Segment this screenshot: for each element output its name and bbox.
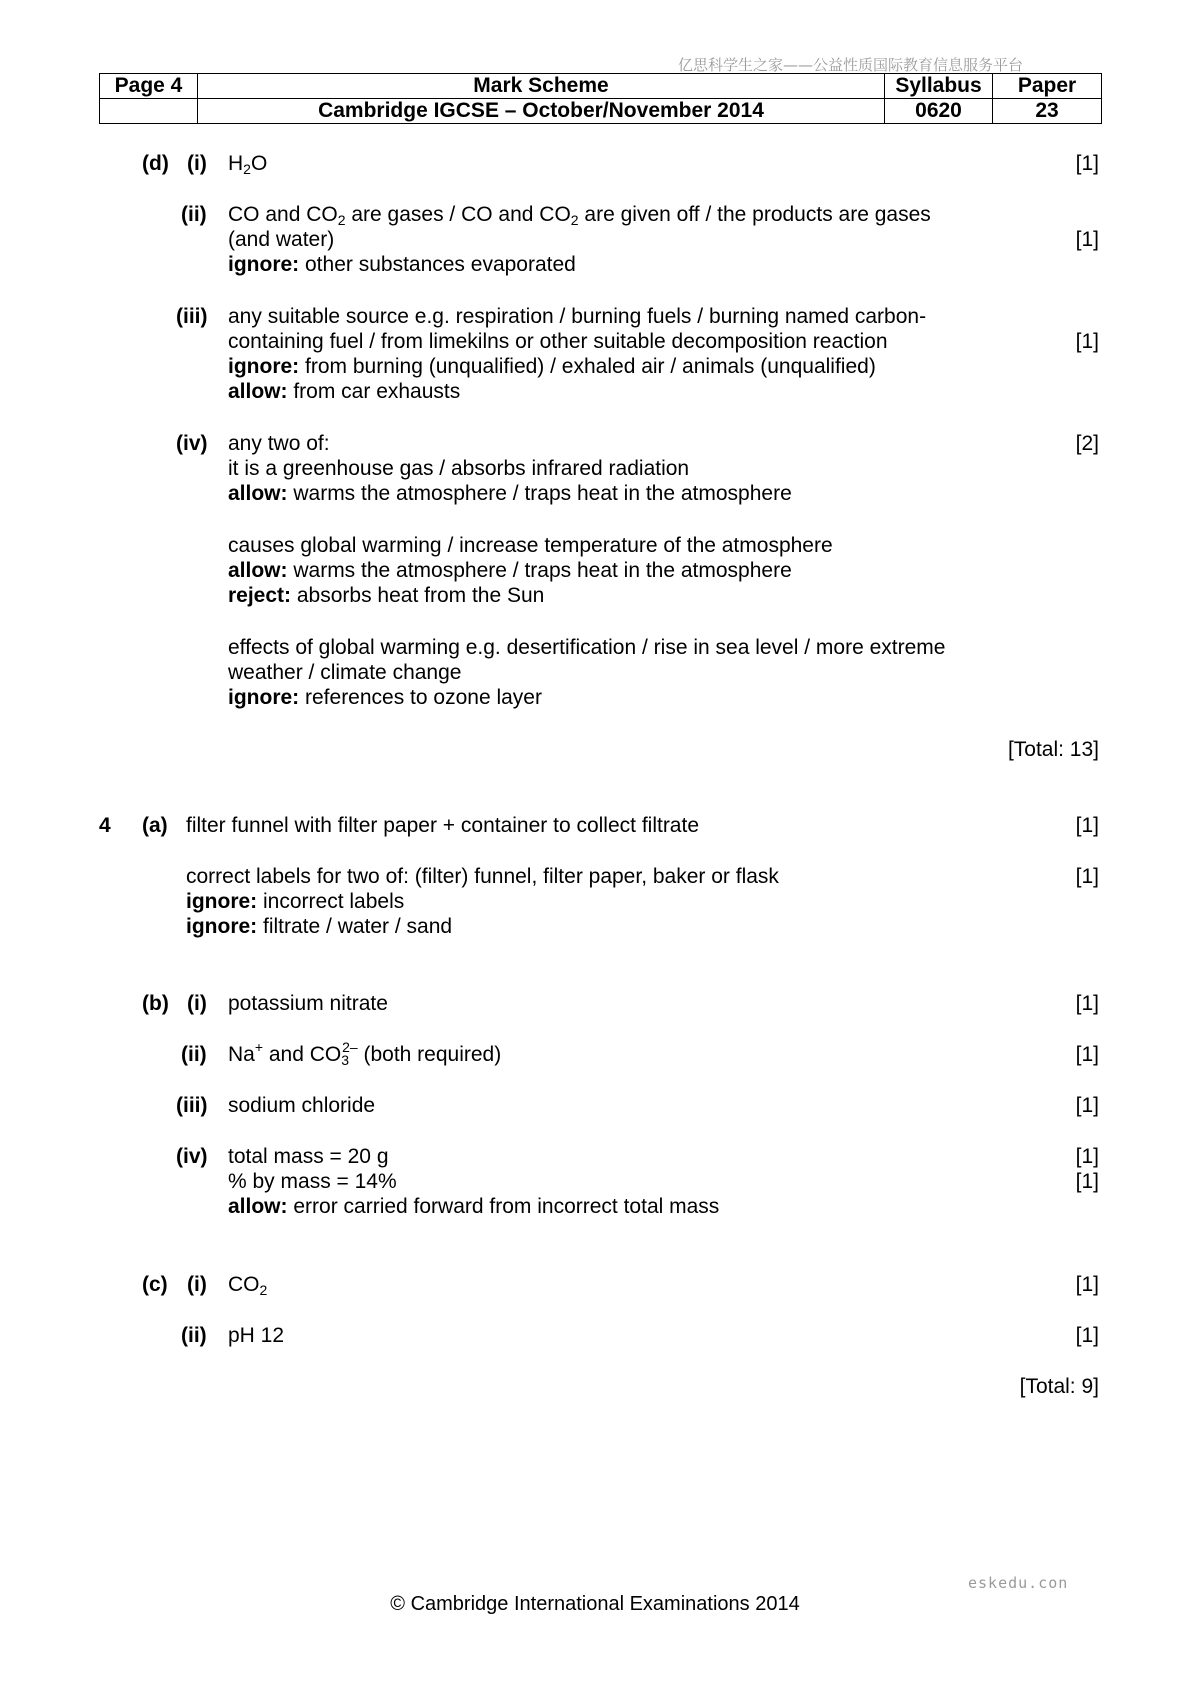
- mark: [1]: [1075, 1273, 1099, 1296]
- watermark-bottom: eskedu.con: [968, 1574, 1069, 1592]
- answer-text: any suitable source e.g. respiration / burning fuels / burning named carbon-: [228, 305, 927, 328]
- answer-text: potassium nitrate: [228, 992, 388, 1015]
- subpart-label: (iv): [176, 1145, 208, 1168]
- mark: [1]: [1075, 1043, 1099, 1066]
- answer-text: weather / climate change: [228, 661, 462, 684]
- watermark-top: 亿思科学生之家——公益性质国际教育信息服务平台: [678, 56, 1024, 74]
- page-number: Page 4: [100, 74, 198, 99]
- guidance-note: allow: from car exhausts: [228, 380, 461, 403]
- document-title: Mark Scheme: [198, 74, 885, 99]
- syllabus-value: 0620: [885, 99, 993, 124]
- subpart-label: (iii): [176, 1094, 208, 1117]
- answer-text: $CO_2$: [228, 1273, 268, 1298]
- part-label-c: (c): [142, 1273, 168, 1296]
- part-label-a: (a): [142, 814, 168, 837]
- guidance-note: ignore: other substances evaporated: [228, 253, 576, 276]
- question-total: [Total: 13]: [1007, 738, 1099, 761]
- answer-text: $H_2O$: [228, 152, 268, 177]
- mark: [2]: [1075, 432, 1099, 455]
- guidance-note: ignore: incorrect labels: [186, 890, 405, 913]
- answer-text: Na+ and $CO_3^{2-}$ (both required): [228, 1039, 502, 1068]
- answer-text: CO and $CO_2$ are gases / CO and $CO_2$ are given off / the products are gases: [228, 203, 931, 228]
- mark: [1]: [1075, 1145, 1099, 1168]
- mark: [1]: [1075, 865, 1099, 888]
- guidance-note: allow: warms the atmosphere / traps heat in the atmosphere: [228, 482, 792, 505]
- answer-text: any two of:: [228, 432, 330, 455]
- header-empty-cell: [100, 99, 198, 124]
- question-number: 4: [99, 814, 111, 837]
- mark: [1]: [1075, 1324, 1099, 1347]
- subpart-label: (ii): [181, 1324, 207, 1347]
- subpart-label: (iii): [176, 305, 208, 328]
- answer-text: it is a greenhouse gas / absorbs infrared radiation: [228, 457, 690, 480]
- guidance-note: allow: warms the atmosphere / traps heat in the atmosphere: [228, 559, 792, 582]
- answer-text: correct labels for two of: (filter) funnel, filter paper, baker or flask: [186, 865, 779, 888]
- part-label-d: (d): [142, 152, 169, 175]
- part-label-b: (b): [142, 992, 169, 1015]
- subpart-label: (i): [187, 1273, 207, 1296]
- guidance-note: ignore: filtrate / water / sand: [186, 915, 453, 938]
- mark: [1]: [1075, 814, 1099, 837]
- paper-value: 23: [993, 99, 1102, 124]
- copyright-footer: © Cambridge International Examinations 2014: [390, 1593, 800, 1615]
- mark: [1]: [1075, 992, 1099, 1015]
- subpart-label: (iv): [176, 432, 208, 455]
- subpart-label: (i): [187, 152, 207, 175]
- answer-text: pH 12: [228, 1324, 285, 1347]
- mark: [1]: [1075, 228, 1099, 251]
- answer-text: containing fuel / from limekilns or other suitable decomposition reaction: [228, 330, 888, 353]
- subpart-label: (ii): [181, 1043, 207, 1066]
- subpart-label: (i): [187, 992, 207, 1015]
- mark: [1]: [1075, 1094, 1099, 1117]
- subpart-label: (ii): [181, 203, 207, 226]
- document-subtitle: Cambridge IGCSE – October/November 2014: [198, 99, 885, 124]
- guidance-note: ignore: from burning (unqualified) / exhaled air / animals (unqualified): [228, 355, 876, 378]
- guidance-note: allow: error carried forward from incorrect total mass: [228, 1195, 720, 1218]
- answer-text: causes global warming / increase temperature of the atmosphere: [228, 534, 833, 557]
- guidance-note: ignore: references to ozone layer: [228, 686, 542, 709]
- answer-text: filter funnel with filter paper + container to collect filtrate: [186, 814, 700, 837]
- guidance-note: reject: absorbs heat from the Sun: [228, 584, 545, 607]
- question-total: [Total: 9]: [1019, 1375, 1099, 1398]
- answer-text: % by mass = 14%: [228, 1170, 397, 1193]
- answer-text: total mass = 20 g: [228, 1145, 389, 1168]
- mark: [1]: [1075, 152, 1099, 175]
- paper-label: Paper: [993, 74, 1102, 99]
- mark: [1]: [1075, 1170, 1099, 1193]
- mark: [1]: [1075, 330, 1099, 353]
- mark-scheme-header-table: [99, 73, 1102, 124]
- answer-text: sodium chloride: [228, 1094, 376, 1117]
- answer-text: effects of global warming e.g. desertification / rise in sea level / more extreme: [228, 636, 946, 659]
- syllabus-label: Syllabus: [885, 74, 993, 99]
- answer-text: (and water): [228, 228, 335, 251]
